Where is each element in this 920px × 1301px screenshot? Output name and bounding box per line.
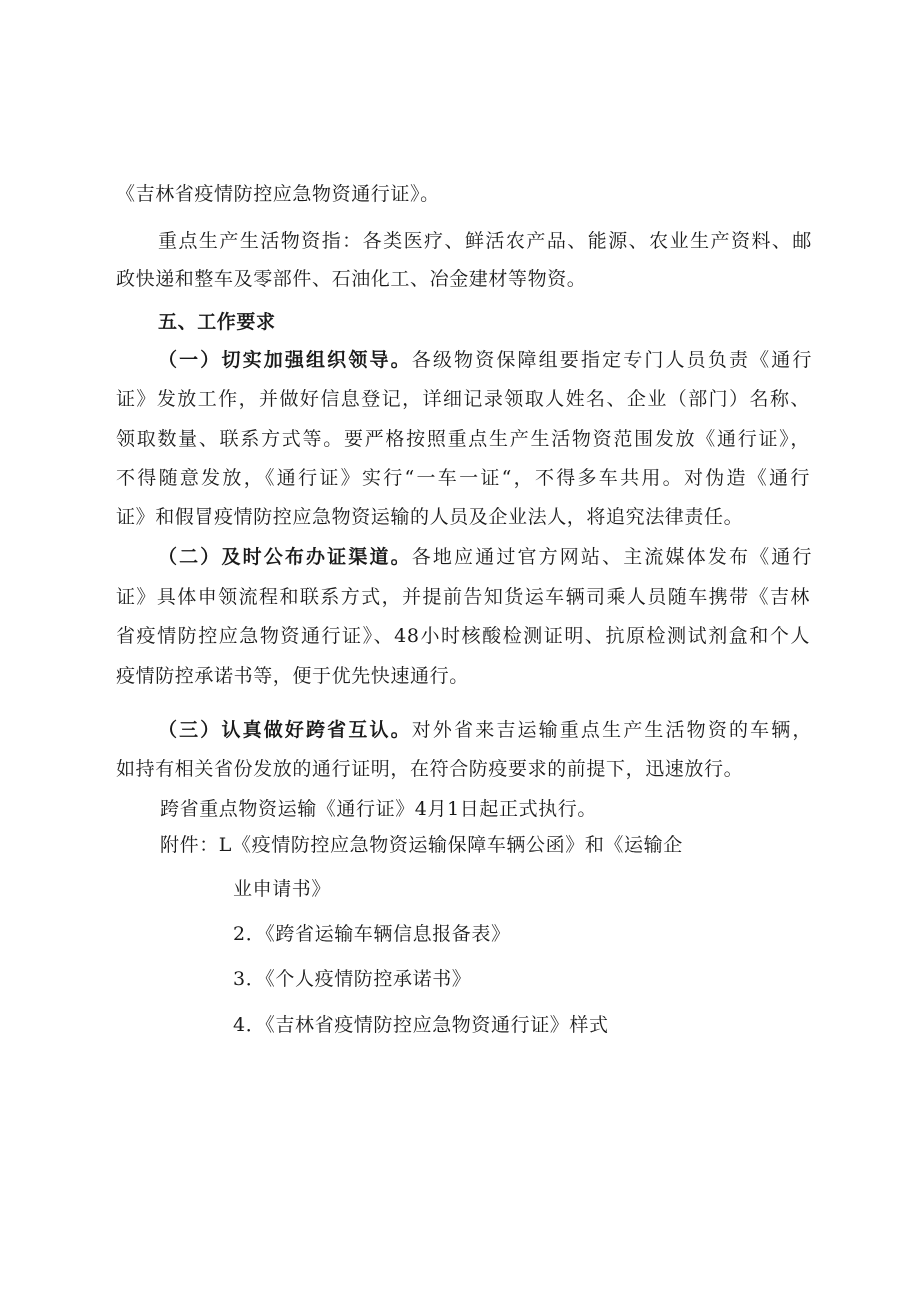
attachments-list-item-4: 4．《吉林省疫情防控应急物资通行证》样式	[233, 1014, 609, 1036]
text-line: 证》发放工作，并做好信息登记，详细记录领取人姓名、企业（部门）名称、	[116, 388, 810, 410]
text-line: 政快递和整车及零部件、石油化工、冶金建材等物资。	[116, 268, 587, 290]
paragraph-text: 对外省来吉运输重点生产生活物资的车辆，	[411, 719, 813, 741]
section-heading: 五、工作要求	[158, 311, 276, 333]
text-line: 领取数量、联系方式等。要严格按照重点生产生活物资范围发放《通行证》，	[116, 428, 810, 450]
text-line: 不得随意发放，《通行证》实行“一车一证“，不得多车共用。对伪造《通行	[116, 467, 810, 489]
attachments-list-item-3: 3．《个人疫情防控承诺书》	[233, 968, 472, 990]
paragraph-first-line: 重点生产生活物资指：各类医疗、鲜活农产品、能源、农业生产资料、邮	[158, 230, 812, 252]
paragraph-first-line	[158, 717, 812, 743]
text-line: 《吉林省疫情防控应急物资通行证》。	[116, 183, 440, 205]
attachments-list-item-1-cont: 业申请书》	[233, 878, 332, 900]
paragraph-text: 各级物资保障组要指定专门人员负责《通行	[411, 349, 813, 371]
text-line: 省疫情防控应急物资通行证》、48小时核酸检测证明、抗原检测试剂盒和个人	[116, 625, 810, 647]
paragraph-first-line	[158, 544, 812, 570]
paragraph-text: 各地应通过官方网站、主流媒体发布《通行	[411, 546, 813, 568]
text-line: 证》和假冒疫情防控应急物资运输的人员及企业法人，将追究法律责任。	[116, 506, 744, 528]
subsection-heading: （一）切实加强组织领导。	[158, 349, 412, 371]
subsection-heading: （三）认真做好跨省互认。	[158, 719, 412, 741]
attachments-list-item-1: 附件：L《疫情防控应急物资运输保障车辆公函》和《运输企	[160, 834, 683, 856]
text-line: 疫情防控承诺书等，便于优先快速通行。	[116, 665, 469, 687]
attachments-list-item-2: 2．《跨省运输车辆信息报备表》	[233, 923, 511, 945]
subsection-heading: （二）及时公布办证渠道。	[158, 546, 412, 568]
effective-date-note: 跨省重点物资运输《通行证》4月1日起正式执行。	[160, 798, 597, 820]
text-line: 证》具体申领流程和联系方式，并提前告知货运车辆司乘人员随车携带《吉林	[116, 586, 810, 608]
text-line: 如持有相关省份发放的通行证明，在符合防疫要求的前提下，迅速放行。	[116, 758, 744, 780]
paragraph-first-line	[158, 347, 812, 373]
